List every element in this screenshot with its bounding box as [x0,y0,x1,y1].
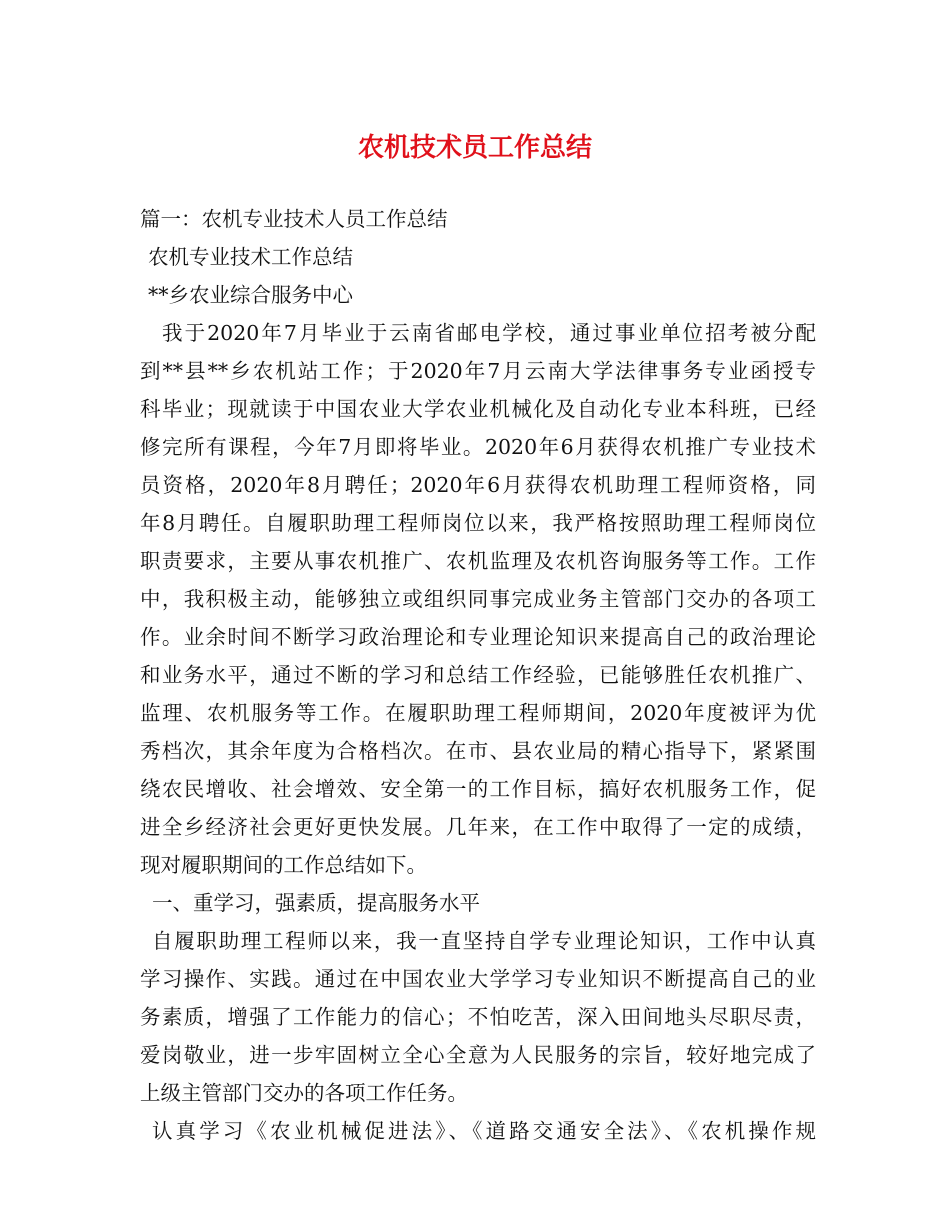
organization-name: **乡农业综合服务中心 [148,283,353,307]
paragraph-line: 监理、农机服务等工作。在履职助理工程师期间，2020年度被评为优 [140,701,816,725]
paragraph-line: 务素质，增强了工作能力的信心；不怕吃苦，深入田间地头尽职尽责， [140,1005,816,1029]
paragraph-line: 进全乡经济社会更好更快发展。几年来，在工作中取得了一定的成绩， [140,815,816,839]
subheading: 农机专业技术工作总结 [148,245,353,269]
paragraph-line: 到**县**乡农机站工作；于2020年7月云南大学法律事务专业函授专 [140,359,816,383]
paragraph-line: 绕农民增收、社会增效、安全第一的工作目标，搞好农机服务工作，促 [140,777,816,801]
paragraph-line: 修完所有课程，今年7月即将毕业。2020年6月获得农机推广专业技术 [140,435,816,459]
section-heading-1: 一、重学习，强素质，提高服务水平 [152,891,480,915]
document-body [140,200,816,1150]
paragraph-line: 上级主管部门交办的各项工作任务。 [140,1081,468,1105]
paragraph-line: 我于2020年7月毕业于云南省邮电学校，通过事业单位招考被分配 [162,321,816,345]
document-title: 农机技术员工作总结 [357,133,592,163]
paragraph-line: 员资格，2020年8月聘任；2020年6月获得农机助理工程师资格，同 [140,473,816,497]
paragraph-line: 和业务水平，通过不断的学习和总结工作经验，已能够胜任农机推广、 [140,663,816,687]
paragraph-line: 学习操作、实践。通过在中国农业大学学习专业知识不断提高自己的业 [140,967,816,991]
paragraph-line: 中，我积极主动，能够独立或组织同事完成业务主管部门交办的各项工 [140,587,816,611]
paragraph-line: 自履职助理工程师以来，我一直坚持自学专业理论知识，工作中认真 [152,929,816,953]
paragraph-line: 年8月聘任。自履职助理工程师岗位以来，我严格按照助理工程师岗位 [140,511,816,535]
paragraph-line: 职责要求，主要从事农机推广、农机监理及农机咨询服务等工作。工作 [140,549,816,573]
paragraph-line: 科毕业；现就读于中国农业大学农业机械化及自动化专业本科班，已经 [140,397,816,421]
paragraph-line: 秀档次，其余年度为合格档次。在市、县农业局的精心指导下，紧紧围 [140,739,816,763]
section-heading: 篇一：农机专业技术人员工作总结 [140,207,448,231]
paragraph-line: 爱岗敬业，进一步牢固树立全心全意为人民服务的宗旨，较好地完成了 [140,1043,816,1067]
paragraph-line: 认真学习《农业机械促进法》、《道路交通安全法》、《农机操作规 [152,1119,816,1143]
paragraph-line: 现对履职期间的工作总结如下。 [140,853,427,877]
paragraph-line: 作。业余时间不断学习政治理论和专业理论知识来提高自己的政治理论 [140,625,816,649]
